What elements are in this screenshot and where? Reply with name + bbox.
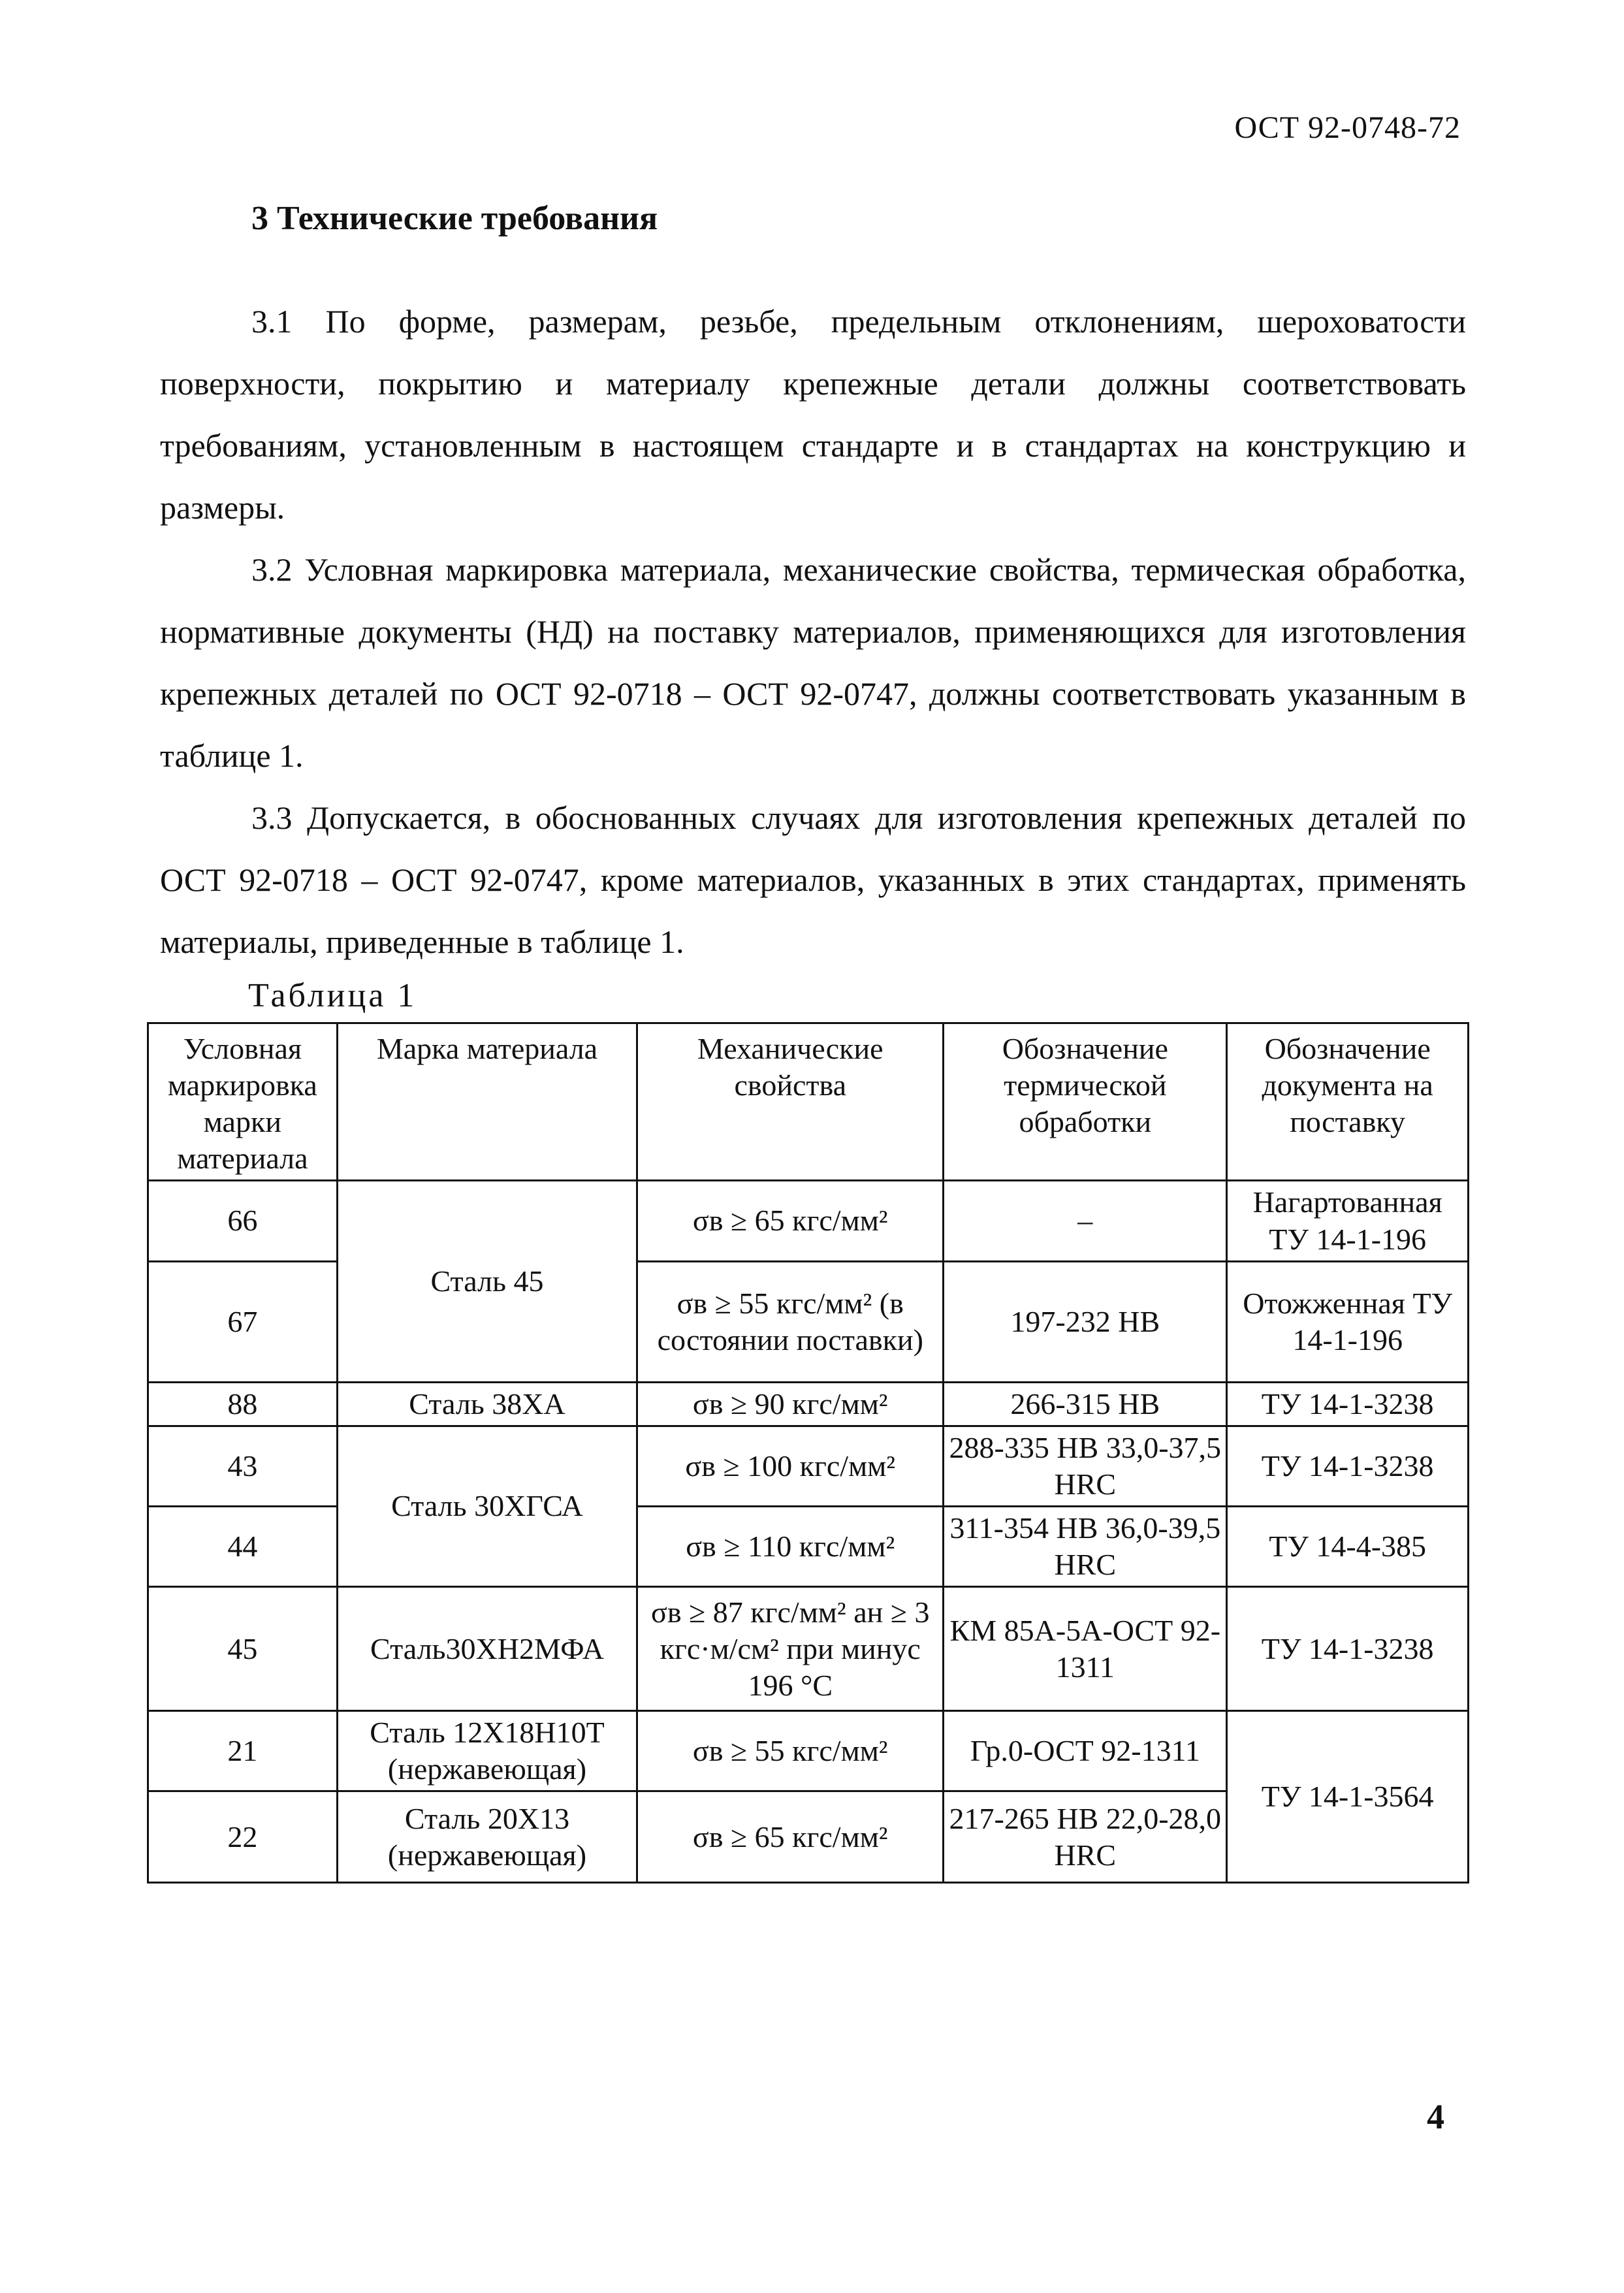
cell-mechanical: σв ≥ 55 кгс/мм² (637, 1711, 944, 1791)
header-grade: Марка материала (337, 1023, 637, 1181)
cell-grade: Сталь 45 (337, 1181, 637, 1382)
cell-mechanical: σв ≥ 100 кгс/мм² (637, 1426, 944, 1506)
cell-mechanical: σв ≥ 55 кгс/мм² (в состоянии поставки) (637, 1261, 944, 1382)
cell-heat-treatment: Гр.0-ОСТ 92-1311 (944, 1711, 1227, 1791)
cell-supply-document: ТУ 14-1-3238 (1227, 1587, 1469, 1711)
cell-code: 45 (148, 1587, 338, 1711)
paragraph-3-1: 3.1 По форме, размерам, резьбе, предельным отклонениям, шероховатости поверхности, покрытию и материалу крепежные детали должны соответствовать требованиям, установленным в настоящем стандарте и в стандартах на конструкцию и размеры. (160, 303, 1466, 526)
table-row (148, 1382, 1469, 1426)
cell-grade: Сталь 30ХГСА (337, 1426, 637, 1586)
cell-mechanical: σв ≥ 65 кгс/мм² (637, 1791, 944, 1883)
cell-code: 66 (148, 1181, 338, 1261)
cell-grade: Сталь 12Х18Н10Т (нержавеющая) (337, 1711, 637, 1791)
cell-supply-document: Нагартованная ТУ 14-1-196 (1227, 1181, 1469, 1261)
cell-code: 67 (148, 1261, 338, 1382)
table-caption: Таблица 1 (248, 977, 417, 1014)
cell-heat-treatment: 266-315 НВ (944, 1382, 1227, 1426)
cell-supply-document: ТУ 14-4-385 (1227, 1506, 1469, 1586)
cell-mechanical: σв ≥ 65 кгс/мм² (637, 1181, 944, 1261)
cell-code: 88 (148, 1382, 338, 1426)
cell-supply-document: ТУ 14-1-3238 (1227, 1382, 1469, 1426)
table-row (148, 1426, 1469, 1506)
page-number: 4 (1427, 2097, 1444, 2136)
cell-mechanical: σв ≥ 87 кгс/мм² ан ≥ 3 кгс·м/см² при минус 196 °С (637, 1587, 944, 1711)
table-row (148, 1181, 1469, 1261)
table-header-row (148, 1023, 1469, 1181)
cell-heat-treatment: 217-265 НВ 22,0-28,0 HRC (944, 1791, 1227, 1883)
header-mechanical: Механические свойства (637, 1023, 944, 1181)
cell-code: 22 (148, 1791, 338, 1883)
table-row (148, 1711, 1469, 1791)
cell-supply-document: ТУ 14-1-3564 (1227, 1711, 1469, 1883)
cell-grade: Сталь 38ХА (337, 1382, 637, 1426)
header-heat-treatment: Обозначение термической обработки (944, 1023, 1227, 1181)
cell-code: 44 (148, 1506, 338, 1586)
cell-heat-treatment: КМ 85А-5А-ОСТ 92-1311 (944, 1587, 1227, 1711)
section-heading: 3 Технические требования (251, 200, 658, 237)
table-row (148, 1587, 1469, 1711)
cell-grade: Сталь 20Х13 (нержавеющая) (337, 1791, 637, 1883)
cell-mechanical: σв ≥ 110 кгс/мм² (637, 1506, 944, 1586)
header-supply-document: Обозначение документа на поставку (1227, 1023, 1469, 1181)
materials-table (147, 1022, 1469, 1884)
paragraph-3-2: 3.2 Условная маркировка материала, механические свойства, термическая обработка, нормативные документы (НД) на поставку материалов, применяющихся для изготовления крепежных деталей по ОСТ 92-0718 – ОСТ 92-0747, должны соответствовать указанным в таблице 1. (160, 551, 1466, 774)
header-code: Условная маркировка марки материала (148, 1023, 338, 1181)
cell-mechanical: σв ≥ 90 кгс/мм² (637, 1382, 944, 1426)
cell-supply-document: ТУ 14-1-3238 (1227, 1426, 1469, 1506)
document-code: ОСТ 92-0748-72 (1234, 110, 1461, 145)
cell-supply-document: Отожженная ТУ 14-1-196 (1227, 1261, 1469, 1382)
cell-heat-treatment: – (944, 1181, 1227, 1261)
paragraph-3-3: 3.3 Допускается, в обоснованных случаях для изготовления крепежных деталей по ОСТ 92-0718 – ОСТ 92-0747, кроме материалов, указанных в этих стандартах, применять материалы, приведенные в таблице 1. (160, 799, 1466, 960)
cell-code: 21 (148, 1711, 338, 1791)
cell-grade: Сталь30ХН2МФА (337, 1587, 637, 1711)
cell-heat-treatment: 311-354 НВ 36,0-39,5 HRC (944, 1506, 1227, 1586)
cell-code: 43 (148, 1426, 338, 1506)
cell-heat-treatment: 197-232 НВ (944, 1261, 1227, 1382)
cell-heat-treatment: 288-335 НВ 33,0-37,5 HRC (944, 1426, 1227, 1506)
